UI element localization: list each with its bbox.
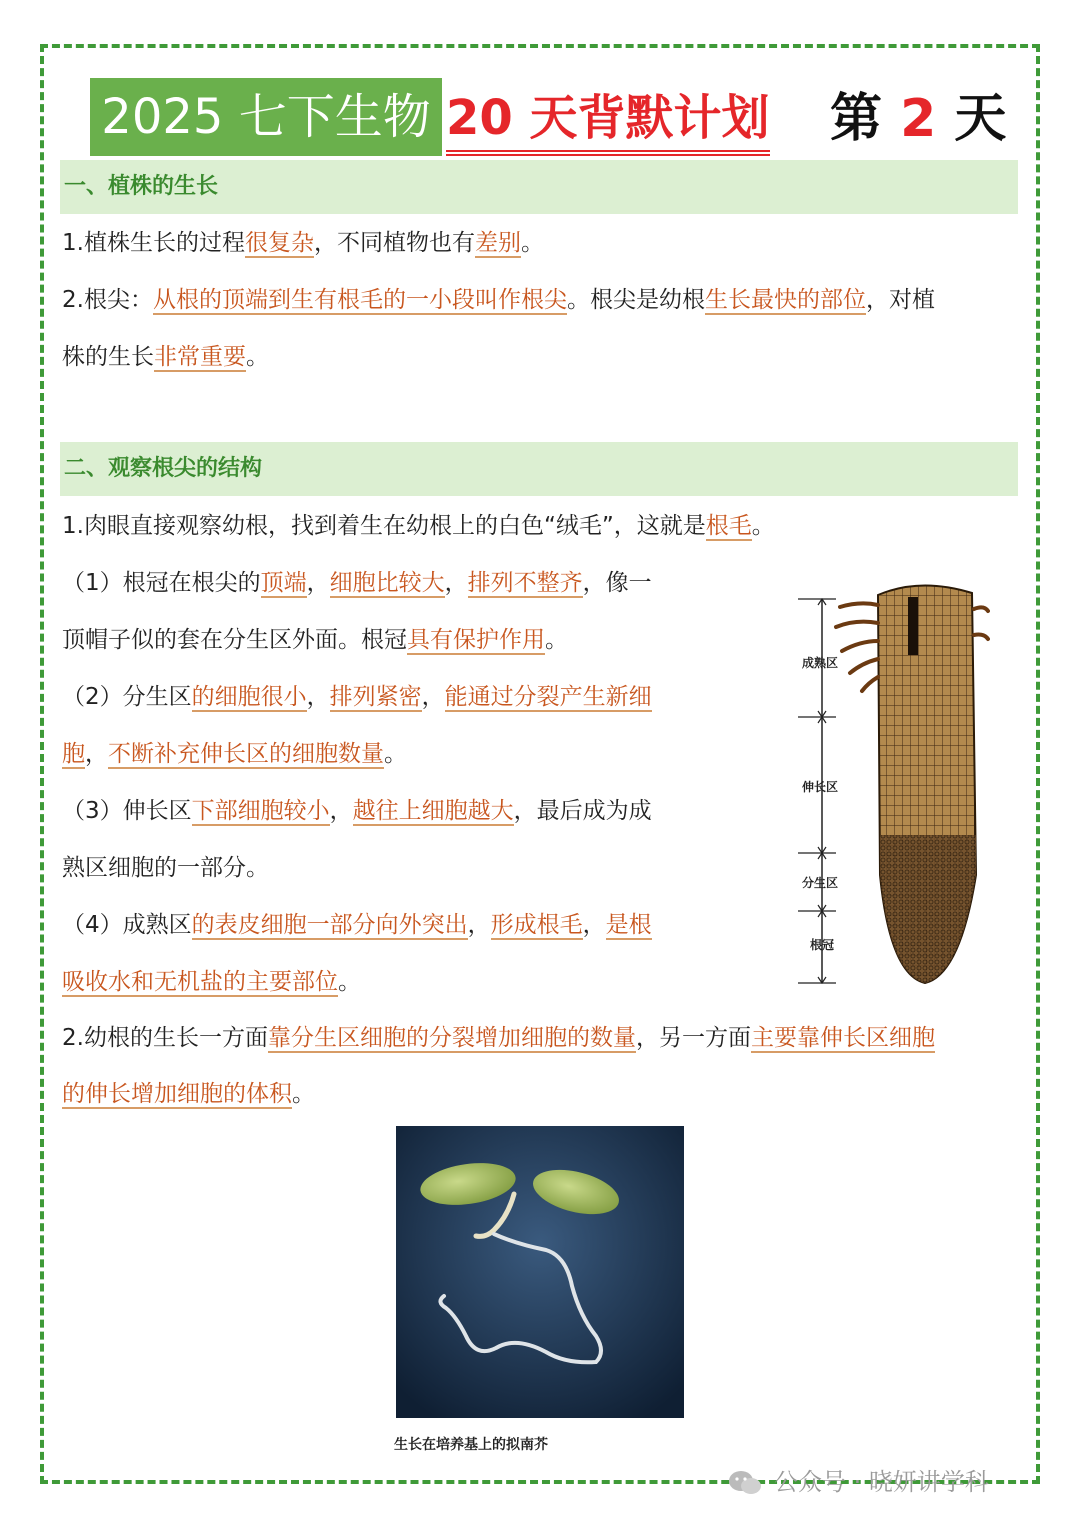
text: ， xyxy=(444,570,468,596)
text: 。 xyxy=(751,513,775,539)
text: 。 xyxy=(384,741,407,767)
text: ， xyxy=(306,570,330,596)
keyword: 从根的顶端到生有根毛的一小段叫作根尖 xyxy=(152,287,567,313)
keyword: 的表皮细胞一部分向外突出 xyxy=(191,912,468,938)
text: （2）分生区 xyxy=(62,684,192,710)
s2-line-1 xyxy=(62,509,775,543)
text: 株的生长 xyxy=(62,344,154,370)
text: 2.根尖： xyxy=(62,287,153,313)
keyword: 排列紧密 xyxy=(329,684,422,710)
s2-line-4 xyxy=(62,680,652,714)
keyword: 的细胞很小 xyxy=(191,684,307,710)
text: ，像一 xyxy=(582,570,652,596)
text: 顶帽子似的套在分生区外面。根冠 xyxy=(62,627,407,653)
text: 1.肉眼直接观察幼根，找到着生在幼根上的白色“绒毛”，这就是 xyxy=(62,513,706,539)
text: 。根尖是幼根 xyxy=(566,287,705,313)
text: 。 xyxy=(520,230,544,256)
text: ，不同植物也有 xyxy=(313,230,475,256)
section-heading-1: 一、植株的生长 xyxy=(60,160,1018,214)
label-root-cap: 根冠 xyxy=(810,938,835,952)
root-tip-diagram xyxy=(790,575,990,995)
text: ， xyxy=(582,912,606,938)
s2-line-3 xyxy=(62,623,568,657)
photo-caption: 生长在培养基上的拟南芥 xyxy=(394,1437,548,1453)
day-suffix: 天 xyxy=(954,89,1007,149)
keyword: 靠分生区细胞的分裂增加细胞的数量 xyxy=(267,1025,636,1051)
day-prefix: 第 xyxy=(830,89,883,149)
text: （4）成熟区 xyxy=(62,912,192,938)
text: ，最后成为成 xyxy=(513,798,652,824)
text: ，对植 xyxy=(865,287,935,313)
text: 熟区细胞的一部分。 xyxy=(62,855,269,881)
s2-line-2 xyxy=(62,566,652,600)
s1-line-3 xyxy=(62,340,269,374)
keyword: 非常重要 xyxy=(154,344,246,370)
s2-line-5 xyxy=(62,737,407,771)
keyword: 下部细胞较小 xyxy=(191,798,330,824)
s2-line-11 xyxy=(62,1077,315,1111)
s2-line-9 xyxy=(62,965,361,999)
title-subject: 2025 七下生物 xyxy=(90,78,442,156)
keyword: 越往上细胞越大 xyxy=(352,798,514,824)
keyword: 胞 xyxy=(62,741,85,767)
label-meristem-zone: 分生区 xyxy=(802,876,839,890)
keyword: 是根 xyxy=(605,912,652,938)
wechat-icon xyxy=(728,1470,762,1496)
keyword: 不断补充伸长区的细胞数量 xyxy=(108,741,384,767)
seedling-photo xyxy=(396,1126,684,1418)
s2-line-6 xyxy=(62,794,652,828)
s1-line-1 xyxy=(62,226,544,260)
s1-line-2 xyxy=(62,283,935,317)
keyword: 形成根毛 xyxy=(490,912,583,938)
text: ， xyxy=(329,798,353,824)
seedling-illustration xyxy=(396,1126,684,1418)
day-number: 2 xyxy=(900,89,937,149)
keyword: 细胞比较大 xyxy=(329,570,445,596)
text: 。 xyxy=(246,344,269,370)
text: 。 xyxy=(545,627,568,653)
s2-line-8 xyxy=(62,908,652,942)
watermark xyxy=(728,1462,989,1497)
text: 1.植株生长的过程 xyxy=(62,230,245,256)
keyword: 生长最快的部位 xyxy=(704,287,866,313)
text: ， xyxy=(306,684,330,710)
text: ， xyxy=(85,741,108,767)
keyword: 的伸长增加细胞的体积 xyxy=(62,1081,292,1107)
text: ， xyxy=(421,684,445,710)
s2-line-10 xyxy=(62,1021,935,1055)
keyword: 很复杂 xyxy=(244,230,314,256)
keyword: 吸收水和无机盐的主要部位 xyxy=(62,969,338,995)
text: 2.幼根的生长一方面 xyxy=(62,1025,268,1051)
text: 。 xyxy=(338,969,361,995)
title-plan: 20 天背默计划 xyxy=(446,86,770,156)
text: （1）根冠在根尖的 xyxy=(62,570,261,596)
keyword: 排列不整齐 xyxy=(467,570,583,596)
label-maturation-zone: 成熟区 xyxy=(802,656,839,670)
keyword: 差别 xyxy=(474,230,521,256)
label-elongation-zone: 伸长区 xyxy=(802,780,839,794)
keyword: 能通过分裂产生新细 xyxy=(444,684,652,710)
s2-line-7 xyxy=(62,851,269,885)
text: ， xyxy=(467,912,491,938)
keyword: 根毛 xyxy=(705,513,752,539)
text: ，另一方面 xyxy=(635,1025,751,1051)
keyword: 具有保护作用 xyxy=(407,627,545,653)
title-day xyxy=(830,84,1006,154)
text: （3）伸长区 xyxy=(62,798,192,824)
section-heading-2: 二、观察根尖的结构 xyxy=(60,442,1018,496)
keyword: 主要靠伸长区细胞 xyxy=(750,1025,935,1051)
text: 。 xyxy=(292,1081,315,1107)
watermark-text: 公众号 · 晓妍讲学科 xyxy=(774,1468,989,1496)
keyword: 顶端 xyxy=(260,570,307,596)
